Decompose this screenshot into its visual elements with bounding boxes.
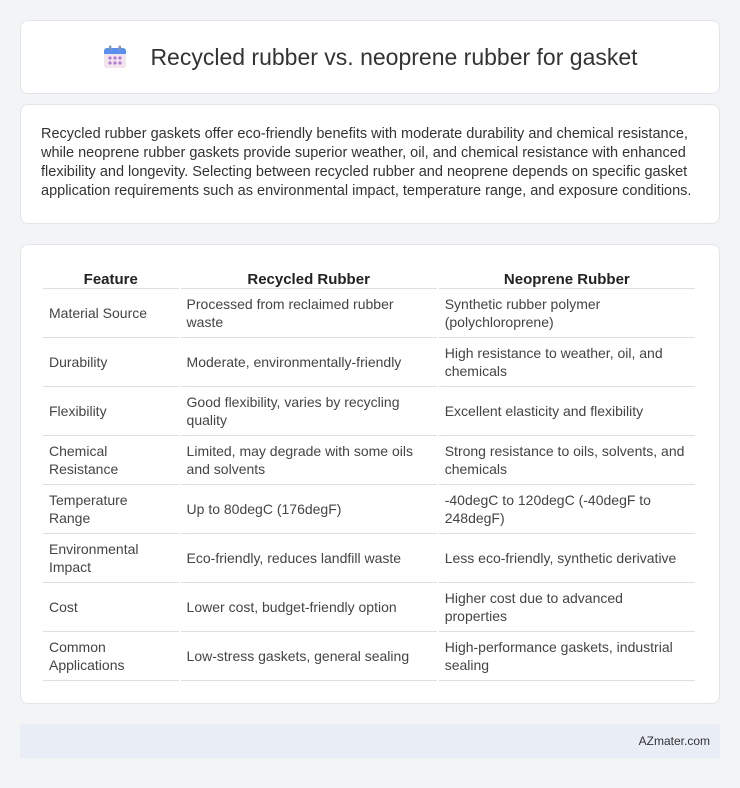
neoprene-cell: High resistance to weather, oil, and chemicals	[439, 338, 695, 387]
feature-cell: Material Source	[43, 289, 179, 338]
table-row	[43, 387, 695, 436]
recycled-cell: Low-stress gaskets, general sealing	[181, 632, 437, 681]
table-header-row	[43, 265, 695, 289]
feature-cell: Flexibility	[43, 387, 179, 436]
title-card	[20, 20, 720, 94]
neoprene-cell: Less eco-friendly, synthetic derivative	[439, 534, 695, 583]
neoprene-cell: Excellent elasticity and flexibility	[439, 387, 695, 436]
recycled-cell: Eco-friendly, reduces landfill waste	[181, 534, 437, 583]
table-row	[43, 436, 695, 485]
column-header-neoprene-rubber: Neoprene Rubber	[439, 265, 695, 289]
table-row	[43, 583, 695, 632]
feature-cell: Durability	[43, 338, 179, 387]
footer-brand: AZmater.com	[638, 734, 710, 748]
column-header-feature: Feature	[43, 265, 179, 289]
calendar-icon	[102, 44, 128, 70]
recycled-cell: Moderate, environmentally-friendly	[181, 338, 437, 387]
table-row	[43, 289, 695, 338]
table-row	[43, 485, 695, 534]
feature-cell: Chemical Resistance	[43, 436, 179, 485]
feature-cell: Common Applications	[43, 632, 179, 681]
neoprene-cell: Higher cost due to advanced properties	[439, 583, 695, 632]
table-row	[43, 632, 695, 681]
table-row	[43, 534, 695, 583]
neoprene-cell: Synthetic rubber polymer (polychloroprene)	[439, 289, 695, 338]
feature-cell: Cost	[43, 583, 179, 632]
recycled-cell: Good flexibility, varies by recycling quality	[181, 387, 437, 436]
page-title: Recycled rubber vs. neoprene rubber for gasket	[150, 43, 638, 70]
summary-card	[20, 104, 720, 224]
comparison-table-card	[20, 244, 720, 704]
feature-cell: Temperature Range	[43, 485, 179, 534]
table-row	[43, 338, 695, 387]
summary-text: Recycled rubber gaskets offer eco-friendly benefits with moderate durability and chemical resistance, while neoprene rubber gaskets provide superior weather, oil, and chemical resistance with enhanced flexibility and longevity. Selecting between recycled rubber and neoprene depends on specific gasket application requirements such as environmental impact, temperature range, and exposure conditions.	[41, 126, 692, 199]
feature-cell: Environmental Impact	[43, 534, 179, 583]
recycled-cell: Up to 80degC (176degF)	[181, 485, 437, 534]
footer	[20, 724, 720, 758]
neoprene-cell: High-performance gaskets, industrial sealing	[439, 632, 695, 681]
column-header-recycled-rubber: Recycled Rubber	[181, 265, 437, 289]
neoprene-cell: Strong resistance to oils, solvents, and chemicals	[439, 436, 695, 485]
recycled-cell: Limited, may degrade with some oils and solvents	[181, 436, 437, 485]
neoprene-cell: -40degC to 120degC (-40degF to 248degF)	[439, 485, 695, 534]
comparison-table	[41, 265, 697, 681]
recycled-cell: Lower cost, budget-friendly option	[181, 583, 437, 632]
recycled-cell: Processed from reclaimed rubber waste	[181, 289, 437, 338]
